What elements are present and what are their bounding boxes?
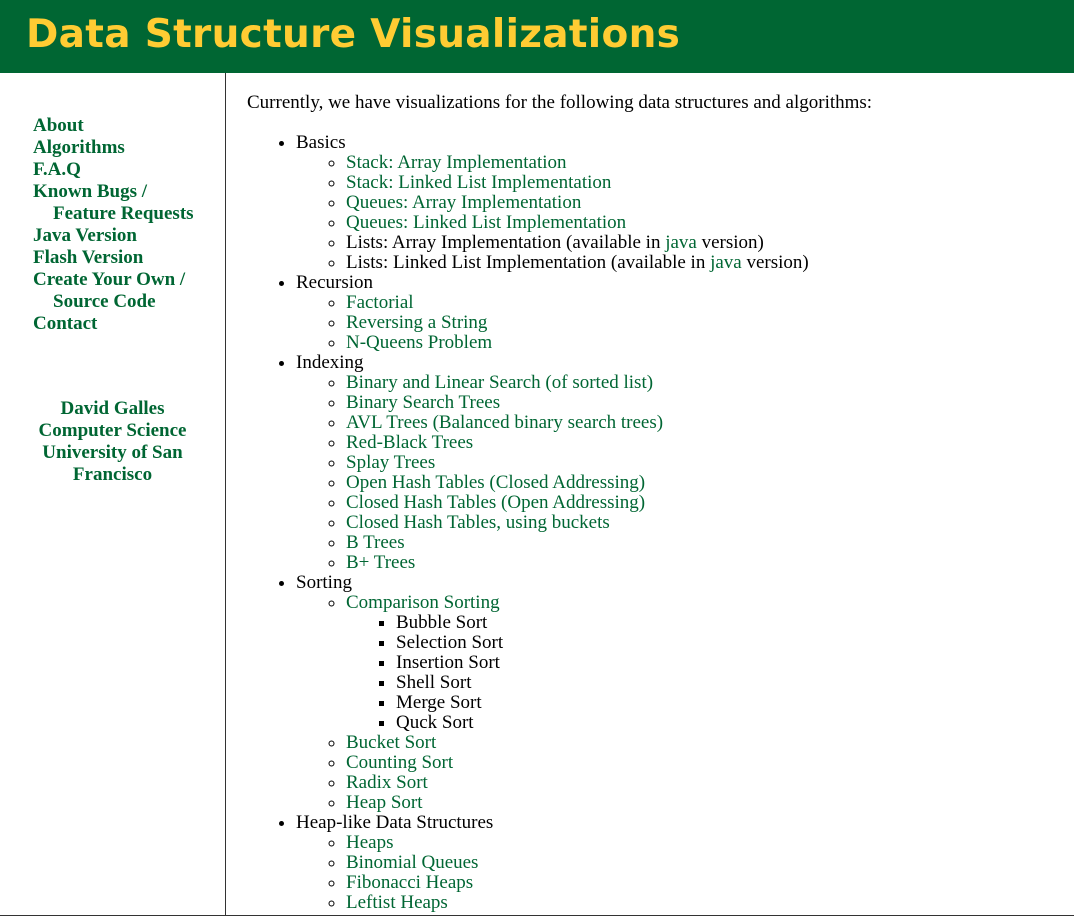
visualization-link[interactable]: Binomial Queues (346, 852, 479, 873)
visualization-link[interactable]: Heaps (346, 832, 394, 853)
nav-link-label: Contact (33, 313, 98, 334)
java-version-link[interactable]: java (710, 252, 742, 273)
list-item (346, 473, 872, 493)
list-item (346, 213, 872, 233)
author-line: Francisco (72, 464, 153, 485)
list-item (346, 893, 872, 913)
nav-link-label: Known Bugs / (33, 181, 148, 202)
list-item (346, 513, 872, 533)
header-banner (0, 0, 1074, 73)
category-sublist (296, 373, 872, 573)
visualization-link[interactable]: Leftist Heaps (346, 892, 448, 913)
nav-link-flash-version[interactable] (33, 247, 194, 269)
list-item (346, 753, 872, 773)
list-item (346, 253, 872, 273)
visualization-link[interactable]: Open Hash Tables (Closed Addressing) (346, 472, 646, 493)
category-label: Indexing (296, 352, 364, 373)
visualization-link[interactable]: Factorial (346, 292, 414, 313)
list-item (346, 793, 872, 813)
nav-link-known-bugs-feature-requests[interactable] (33, 181, 194, 225)
list-item (346, 193, 872, 213)
category-label: Recursion (296, 272, 374, 293)
list-item (346, 533, 872, 553)
nav-link-algorithms[interactable] (33, 137, 194, 159)
visualization-link[interactable]: Reversing a String (346, 312, 488, 333)
item-text-after: version) (741, 252, 809, 273)
nav-link-label: Algorithms (33, 137, 125, 158)
site-title: Data Structure Visualizations (26, 12, 681, 57)
sort-item: ▪ Bubble Sort (396, 613, 872, 633)
list-item (346, 433, 872, 453)
list-item (346, 393, 872, 413)
author-info (0, 398, 225, 486)
sort-item: ▪ Insertion Sort (396, 653, 872, 673)
nav-link-label: Flash Version (33, 247, 144, 268)
list-item (346, 373, 872, 393)
list-item (346, 873, 872, 893)
sort-item: ▪ Shell Sort (396, 673, 872, 693)
visualization-link[interactable]: AVL Trees (Balanced binary search trees) (346, 412, 664, 433)
item-text: Lists: Linked List Implementation (available in (346, 252, 711, 273)
visualization-link[interactable]: Red-Black Trees (346, 432, 474, 453)
sort-sublist (346, 613, 872, 733)
author-line: David Galles (60, 398, 165, 419)
category-sublist (296, 833, 872, 913)
list-item (346, 333, 872, 353)
list-item (346, 453, 872, 473)
category-item (296, 813, 872, 913)
list-item (346, 853, 872, 873)
visualization-link[interactable]: Splay Trees (346, 452, 436, 473)
category-list (247, 133, 872, 913)
list-item (346, 593, 872, 733)
nav-link-label-cont: Feature Requests (53, 203, 194, 224)
list-item (346, 293, 872, 313)
visualization-link[interactable]: B Trees (346, 532, 405, 553)
category-sublist (296, 593, 872, 813)
category-item (296, 573, 872, 813)
list-item (346, 773, 872, 793)
category-label: Basics (296, 132, 346, 153)
visualization-link[interactable]: Radix Sort (346, 772, 428, 793)
visualization-link[interactable]: Stack: Array Implementation (346, 152, 567, 173)
category-item (296, 353, 872, 573)
sort-item: ▪ Selection Sort (396, 633, 872, 653)
nav-link-label: Create Your Own / (33, 269, 186, 290)
visualization-link[interactable]: Heap Sort (346, 792, 423, 813)
visualization-link[interactable]: Bucket Sort (346, 732, 437, 753)
author-line: Computer Science (38, 420, 187, 441)
category-item (296, 273, 872, 353)
visualization-link[interactable]: Binary and Linear Search (of sorted list) (346, 372, 654, 393)
sort-item: ▪ Quck Sort (396, 713, 872, 733)
nav-link-f-a-q[interactable] (33, 159, 194, 181)
nav-link-contact[interactable] (33, 313, 194, 335)
visualization-link[interactable]: Binary Search Trees (346, 392, 501, 413)
visualization-link[interactable]: B+ Trees (346, 552, 416, 573)
nav-link-label: Java Version (33, 225, 137, 246)
list-item (346, 553, 872, 573)
divider (0, 915, 1074, 916)
item-text-after: version) (696, 232, 764, 253)
item-text: Lists: Array Implementation (available in (346, 232, 666, 253)
list-item (346, 153, 872, 173)
list-item (346, 833, 872, 853)
java-version-link[interactable]: java (665, 232, 697, 253)
sidebar (0, 73, 226, 916)
nav-link-label: F.A.Q (33, 159, 81, 180)
nav-link-java-version[interactable] (33, 225, 194, 247)
list-item (346, 733, 872, 753)
visualization-link[interactable]: Queues: Array Implementation (346, 192, 582, 213)
visualization-link[interactable]: N-Queens Problem (346, 332, 493, 353)
category-label: Sorting (296, 572, 352, 593)
nav-link-label: About (33, 115, 84, 136)
list-item (346, 313, 872, 333)
sidebar-nav (33, 115, 194, 335)
category-label: Heap-like Data Structures (296, 812, 494, 833)
visualization-link[interactable]: Closed Hash Tables, using buckets (346, 512, 610, 533)
category-sublist (296, 293, 872, 353)
visualization-link[interactable]: Stack: Linked List Implementation (346, 172, 612, 193)
list-item (346, 493, 872, 513)
list-item (346, 233, 872, 253)
visualization-link[interactable]: Comparison Sorting (346, 592, 500, 613)
nav-link-about[interactable] (33, 115, 194, 137)
category-item (296, 133, 872, 273)
visualization-link[interactable]: Counting Sort (346, 752, 454, 773)
list-item (346, 173, 872, 193)
visualization-link[interactable]: Queues: Linked List Implementation (346, 212, 627, 233)
list-item (346, 413, 872, 433)
intro-text: Currently, we have visualizations for the following data structures and algorithms: (247, 92, 873, 113)
nav-link-create-your-own-source-code[interactable] (33, 269, 194, 313)
main-content (247, 93, 872, 913)
visualization-link[interactable]: Closed Hash Tables (Open Addressing) (346, 492, 646, 513)
sort-item: ▪ Merge Sort (396, 693, 872, 713)
author-line: University of San (42, 442, 183, 463)
category-sublist (296, 153, 872, 273)
nav-link-label-cont: Source Code (53, 291, 156, 312)
visualization-link[interactable]: Fibonacci Heaps (346, 872, 474, 893)
